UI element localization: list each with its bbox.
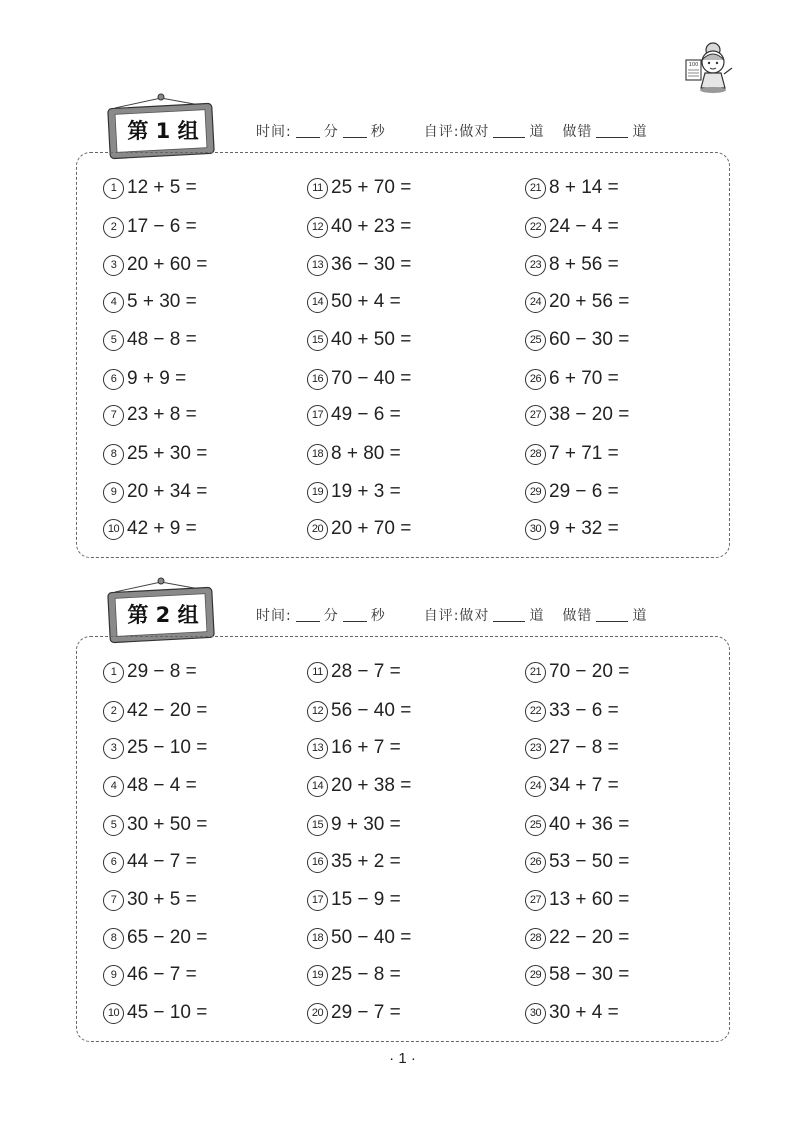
- problem: [103, 514, 197, 544]
- problem-number: 11: [307, 178, 328, 199]
- problem-expression: 25 − 8 =: [331, 964, 401, 985]
- problem-expression: 60 − 30 =: [549, 329, 630, 350]
- problem-expression: 29 − 8 =: [127, 661, 197, 682]
- problem: [103, 810, 207, 840]
- problem-number: 28: [525, 928, 546, 949]
- problem: [103, 250, 207, 280]
- problem-expression: 30 + 4 =: [549, 1002, 619, 1023]
- problem: [525, 696, 619, 726]
- problem-number: 6: [103, 852, 124, 873]
- seconds-label: 秒: [370, 124, 386, 140]
- problem-number: 14: [307, 292, 328, 313]
- problem-expression: 33 − 6 =: [549, 700, 619, 721]
- problem-number: 27: [525, 405, 546, 426]
- problem-number: 21: [525, 178, 546, 199]
- problem-expression: 19 + 3 =: [331, 481, 401, 502]
- problem-expression: 27 − 8 =: [549, 737, 619, 758]
- problem-expression: 50 − 40 =: [331, 927, 412, 948]
- problem-number: 26: [525, 852, 546, 873]
- minutes-label: 分: [323, 124, 339, 140]
- problem-expression: 9 + 32 =: [549, 518, 619, 539]
- problem: [525, 847, 629, 877]
- problem-number: 12: [307, 701, 328, 722]
- problem: [525, 960, 629, 990]
- problem-number: 2: [103, 217, 124, 238]
- problem: [525, 514, 619, 544]
- problem-number: 15: [307, 815, 328, 836]
- problem-expression: 49 − 6 =: [331, 404, 401, 425]
- problem-expression: 65 − 20 =: [127, 927, 208, 948]
- problem-expression: 40 + 36 =: [549, 814, 630, 835]
- problem: [525, 212, 619, 242]
- problem: [307, 657, 401, 687]
- problem-expression: 23 + 8 =: [127, 404, 197, 425]
- group-title: 第 2 组: [127, 603, 199, 627]
- problem: [307, 847, 401, 877]
- problem-number: 19: [307, 482, 328, 503]
- problem: [307, 960, 401, 990]
- problem: [103, 439, 207, 469]
- problem: [525, 287, 629, 317]
- problem-expression: 70 − 40 =: [331, 368, 412, 389]
- problem-expression: 20 + 56 =: [549, 291, 630, 312]
- problem: [525, 733, 619, 763]
- problem-expression: 8 + 56 =: [549, 254, 619, 275]
- problem: [307, 923, 411, 953]
- problem: [103, 885, 197, 915]
- problem: [525, 998, 619, 1028]
- problem-expression: 36 − 30 =: [331, 254, 412, 275]
- problem-number: 17: [307, 405, 328, 426]
- problem-number: 23: [525, 255, 546, 276]
- problem-expression: 28 − 7 =: [331, 661, 401, 682]
- wrong-blank[interactable]: [596, 621, 628, 622]
- time-label: 时间:: [256, 608, 292, 624]
- problem-expression: 20 + 70 =: [331, 518, 412, 539]
- problem: [307, 212, 411, 242]
- problem-expression: 25 + 70 =: [331, 177, 412, 198]
- problem-number: 11: [307, 662, 328, 683]
- problem: [103, 657, 197, 687]
- problem-number: 2: [103, 701, 124, 722]
- problem: [525, 885, 629, 915]
- problem-number: 10: [103, 519, 124, 540]
- group-title: 第 1 组: [127, 119, 199, 143]
- problem: [307, 771, 411, 801]
- problem: [307, 998, 401, 1028]
- correct-blank[interactable]: [493, 137, 525, 138]
- problem: [307, 733, 401, 763]
- problem-expression: 25 − 10 =: [127, 737, 208, 758]
- problem: [307, 696, 411, 726]
- problem-number: 30: [525, 1003, 546, 1024]
- problem-number: 22: [525, 701, 546, 722]
- problem-number: 12: [307, 217, 328, 238]
- problem-expression: 6 + 70 =: [549, 368, 619, 389]
- problem-expression: 8 + 14 =: [549, 177, 619, 198]
- self-eval-label: 自评:做对: [423, 124, 490, 140]
- problem-expression: 5 + 30 =: [127, 291, 197, 312]
- problem-number: 9: [103, 482, 124, 503]
- minutes-blank[interactable]: [296, 621, 320, 622]
- problem-number: 16: [307, 852, 328, 873]
- problem-expression: 56 − 40 =: [331, 700, 412, 721]
- problem-expression: 44 − 7 =: [127, 851, 197, 872]
- group-title-sign: [103, 90, 213, 160]
- problem: [307, 514, 411, 544]
- problem-number: 3: [103, 255, 124, 276]
- problem-expression: 35 + 2 =: [331, 851, 401, 872]
- problem: [525, 173, 619, 203]
- problem-number: 29: [525, 965, 546, 986]
- problem-number: 8: [103, 444, 124, 465]
- problem-number: 27: [525, 890, 546, 911]
- problem-number: 24: [525, 292, 546, 313]
- problem-expression: 29 − 6 =: [549, 481, 619, 502]
- group-title-sign: [103, 574, 213, 644]
- problem: [307, 325, 411, 355]
- correct-blank[interactable]: [493, 621, 525, 622]
- problem-number: 9: [103, 965, 124, 986]
- problem-expression: 53 − 50 =: [549, 851, 630, 872]
- problem-number: 10: [103, 1003, 124, 1024]
- problem-expression: 9 + 9 =: [127, 368, 187, 389]
- problem: [307, 173, 411, 203]
- problem-number: 1: [103, 178, 124, 199]
- problem: [307, 250, 411, 280]
- problem-number: 22: [525, 217, 546, 238]
- problem-number: 25: [525, 815, 546, 836]
- problem-expression: 48 − 8 =: [127, 329, 197, 350]
- problem-expression: 42 − 20 =: [127, 700, 208, 721]
- problem: [525, 364, 619, 394]
- problem: [103, 400, 197, 430]
- problem: [307, 400, 401, 430]
- problem: [525, 439, 619, 469]
- problem: [525, 657, 629, 687]
- seconds-blank[interactable]: [343, 137, 367, 138]
- problem-number: 15: [307, 330, 328, 351]
- problem-expression: 15 − 9 =: [331, 889, 401, 910]
- problem-number: 19: [307, 965, 328, 986]
- mascot-illustration: [680, 40, 738, 98]
- problem-expression: 9 + 30 =: [331, 814, 401, 835]
- problem-box: [76, 152, 730, 558]
- problem-expression: 16 + 7 =: [331, 737, 401, 758]
- problem: [103, 847, 197, 877]
- problem: [103, 923, 207, 953]
- problem: [307, 439, 401, 469]
- problem-expression: 12 + 5 =: [127, 177, 197, 198]
- problem: [525, 771, 619, 801]
- problem: [307, 287, 401, 317]
- problem: [103, 998, 207, 1028]
- problem-number: 13: [307, 255, 328, 276]
- problem-expression: 20 + 38 =: [331, 775, 412, 796]
- problem-number: 18: [307, 444, 328, 465]
- time-label: 时间:: [256, 124, 292, 140]
- problem: [103, 733, 207, 763]
- problem-expression: 30 + 50 =: [127, 814, 208, 835]
- problem-number: 17: [307, 890, 328, 911]
- problem-expression: 42 + 9 =: [127, 518, 197, 539]
- problem-number: 24: [525, 776, 546, 797]
- problem: [525, 250, 619, 280]
- problem-number: 4: [103, 776, 124, 797]
- problem-number: 7: [103, 405, 124, 426]
- problem-expression: 58 − 30 =: [549, 964, 630, 985]
- problem-expression: 70 − 20 =: [549, 661, 630, 682]
- problem-expression: 25 + 30 =: [127, 443, 208, 464]
- problem-expression: 20 + 34 =: [127, 481, 208, 502]
- problem: [103, 364, 186, 394]
- problem-number: 6: [103, 369, 124, 390]
- problem-expression: 7 + 71 =: [549, 443, 619, 464]
- problem-number: 20: [307, 519, 328, 540]
- problem-number: 3: [103, 738, 124, 759]
- problem: [525, 325, 629, 355]
- problem-expression: 29 − 7 =: [331, 1002, 401, 1023]
- problem-number: 8: [103, 928, 124, 949]
- problem: [103, 173, 197, 203]
- seconds-blank[interactable]: [343, 621, 367, 622]
- problem-expression: 40 + 50 =: [331, 329, 412, 350]
- wrong-blank[interactable]: [596, 137, 628, 138]
- problem: [307, 364, 411, 394]
- problem-number: 20: [307, 1003, 328, 1024]
- problem-number: 26: [525, 369, 546, 390]
- problem: [103, 771, 197, 801]
- problem-number: 7: [103, 890, 124, 911]
- problem: [525, 477, 619, 507]
- score-header: [256, 605, 647, 625]
- minutes-blank[interactable]: [296, 137, 320, 138]
- mascot-sign-text: 100: [688, 62, 699, 68]
- problem-expression: 13 + 60 =: [549, 889, 630, 910]
- problem: [525, 923, 629, 953]
- wrong-label: 做错: [562, 608, 593, 624]
- problem-number: 13: [307, 738, 328, 759]
- problem-expression: 46 − 7 =: [127, 964, 197, 985]
- wrong-label: 做错: [562, 124, 593, 140]
- problem-expression: 38 − 20 =: [549, 404, 630, 425]
- problem-expression: 48 − 4 =: [127, 775, 197, 796]
- problem: [525, 810, 629, 840]
- problem-number: 18: [307, 928, 328, 949]
- problem: [307, 885, 401, 915]
- problem: [103, 696, 207, 726]
- problem-number: 16: [307, 369, 328, 390]
- problem-number: 28: [525, 444, 546, 465]
- problem: [103, 960, 197, 990]
- problem: [103, 325, 197, 355]
- wrong-unit: 道: [632, 608, 648, 624]
- correct-unit: 道: [529, 608, 545, 624]
- problem: [307, 810, 401, 840]
- problem-expression: 22 − 20 =: [549, 927, 630, 948]
- problem-number: 25: [525, 330, 546, 351]
- problem-number: 4: [103, 292, 124, 313]
- problem-expression: 50 + 4 =: [331, 291, 401, 312]
- problem-expression: 8 + 80 =: [331, 443, 401, 464]
- page-number: · 1 ·: [389, 1050, 416, 1067]
- problem-expression: 34 + 7 =: [549, 775, 619, 796]
- problem: [103, 212, 197, 242]
- problem-number: 23: [525, 738, 546, 759]
- problem-number: 5: [103, 330, 124, 351]
- problem: [103, 477, 207, 507]
- problem-expression: 45 − 10 =: [127, 1002, 208, 1023]
- problem: [307, 477, 401, 507]
- problem: [525, 400, 629, 430]
- problem-number: 5: [103, 815, 124, 836]
- seconds-label: 秒: [370, 608, 386, 624]
- problem-number: 21: [525, 662, 546, 683]
- correct-unit: 道: [529, 124, 545, 140]
- problem-number: 1: [103, 662, 124, 683]
- problem-expression: 24 − 4 =: [549, 216, 619, 237]
- problem-number: 30: [525, 519, 546, 540]
- problem: [103, 287, 197, 317]
- problem-box: [76, 636, 730, 1042]
- problem-expression: 20 + 60 =: [127, 254, 208, 275]
- self-eval-label: 自评:做对: [423, 608, 490, 624]
- problem-number: 29: [525, 482, 546, 503]
- problem-number: 14: [307, 776, 328, 797]
- problem-expression: 30 + 5 =: [127, 889, 197, 910]
- minutes-label: 分: [323, 608, 339, 624]
- score-header: [256, 121, 647, 141]
- wrong-unit: 道: [632, 124, 648, 140]
- problem-expression: 40 + 23 =: [331, 216, 412, 237]
- problem-expression: 17 − 6 =: [127, 216, 197, 237]
